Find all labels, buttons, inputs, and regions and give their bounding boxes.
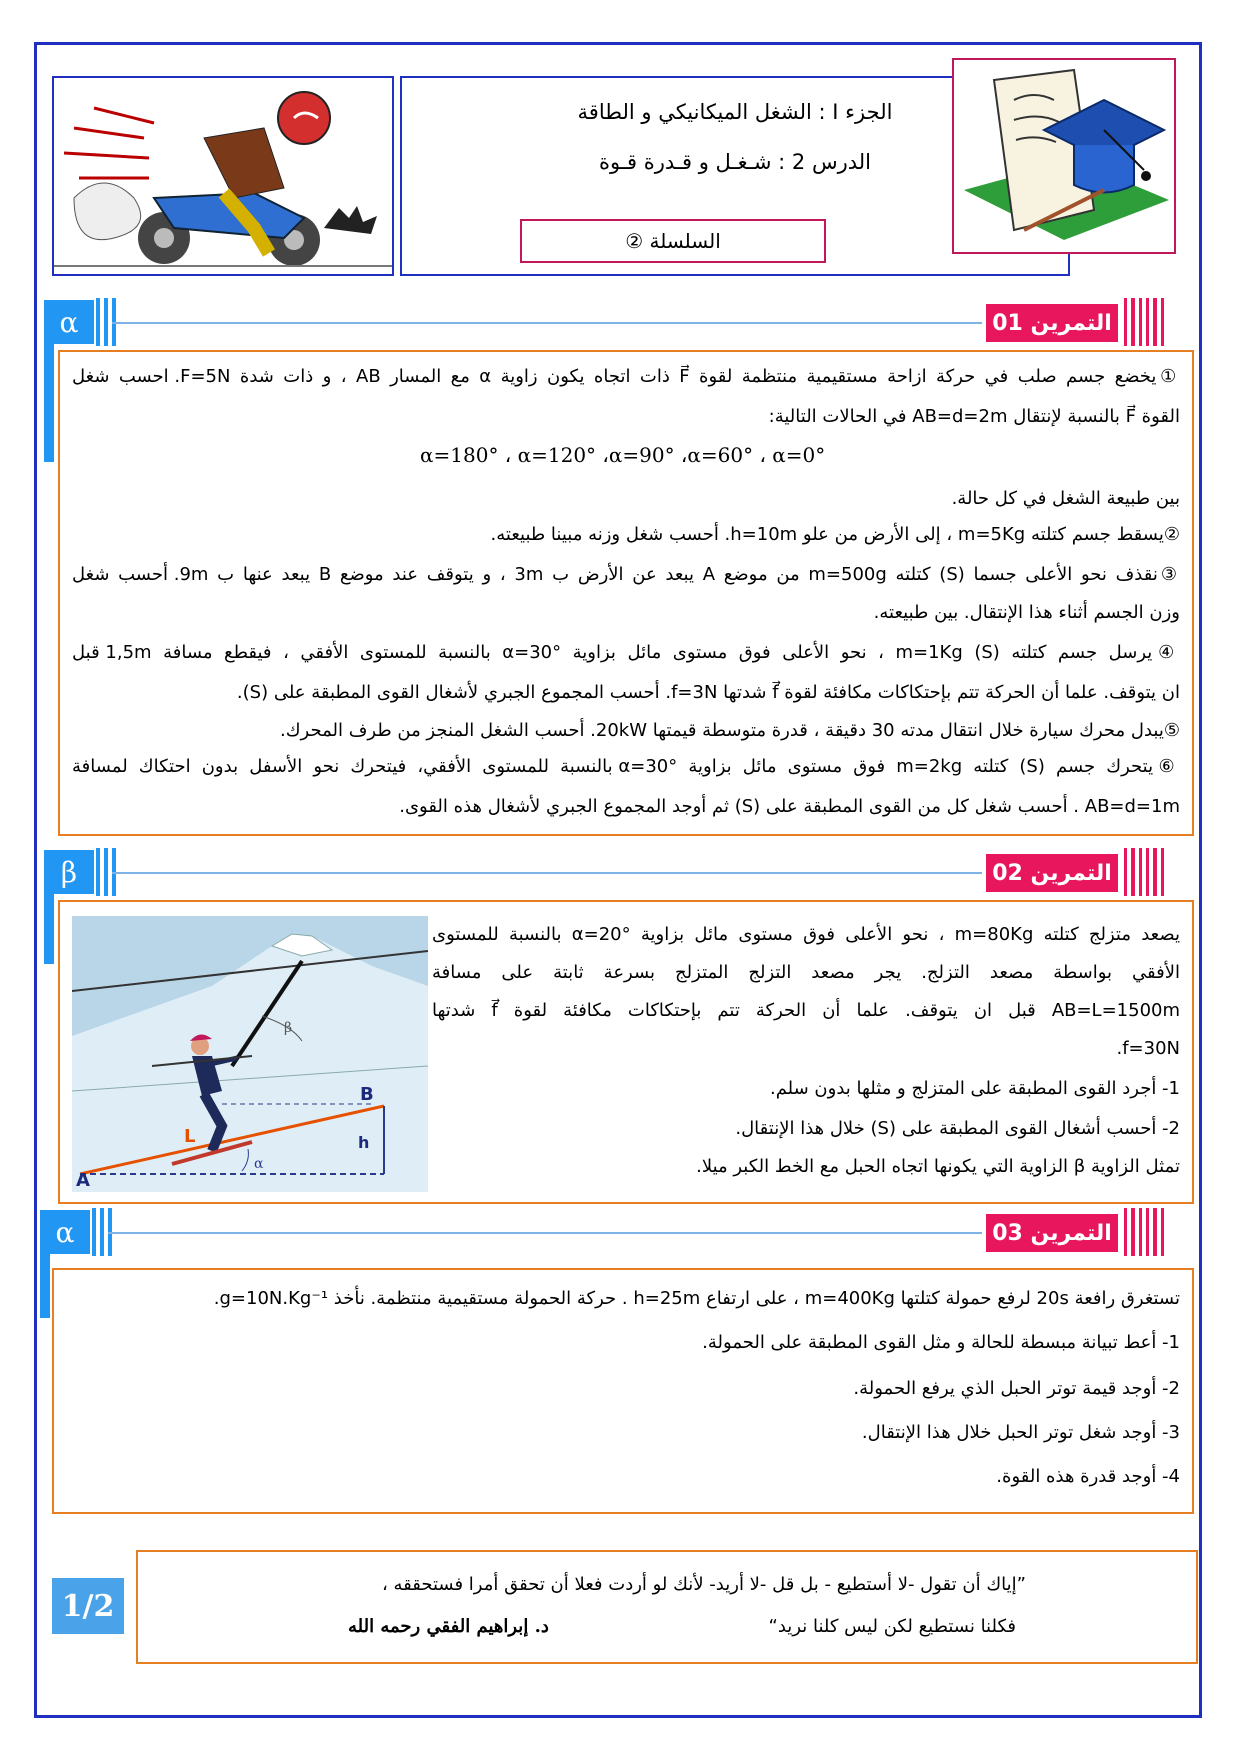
ex3-line-2: 1- أعط تبيانة مبسطة للحالة و مثل القوى المطبقة على الحمولة. xyxy=(702,1332,1180,1353)
ex1-line-12: AB=d=1m . أحسب شغل كل من القوى المطبقة على (S) ثم أوجد المجموع الجبري لأشغال هذه القوى. xyxy=(399,796,1180,817)
series-label: السلسلة ② xyxy=(520,219,826,263)
ex3-line-5: 4- أوجد قدرة هذه القوة. xyxy=(996,1466,1180,1487)
ex1-line-1: ①يخضع جسم صلب في حركة ازاحة مستقيمية منتظمة لقوة F⃗ ذات اتجاه يكون زاوية α مع المسار AB ، و ذات شدة F=5N. احسب شغل xyxy=(72,366,1180,387)
graduation-cap-illustration xyxy=(952,58,1176,254)
ex1-line-11: ⑥يتحرك جسم (S) كتلته m=2kg فوق مستوى مائل بزاوية α=30° بالنسبة للمستوى الأفقي، فيتحرك نحو الأسفل بدون احتكاك لمسافة xyxy=(72,756,1180,777)
exercise-1-greek-tab: α xyxy=(44,300,94,344)
figure-label-beta: β xyxy=(284,1020,293,1036)
exercise-3-title: التمرين 03 xyxy=(986,1214,1118,1252)
quote-line-1: ”إياك أن تقول -لا أستطيع - بل قل -لا أريد- لأنك لو أردت فعلا أن تحقق أمرا فستحققه ، xyxy=(381,1574,1026,1595)
exercise-2-rule xyxy=(112,872,982,874)
exercise-3-content xyxy=(52,1268,1194,1514)
exercise-1-pink-stripes xyxy=(1124,298,1164,346)
exercise-2-greek-tab: β xyxy=(44,850,94,894)
exercise-2-side-bar xyxy=(44,894,54,964)
exercise-1-content xyxy=(58,350,1194,836)
ex2-line-3: AB=L=1500m قبل ان يتوقف. علما أن الحركة تتم بإحتكاكات مكافئة لقوة f⃗ شدتها xyxy=(432,1000,1181,1021)
ex1-line-8: ④يرسل جسم كتلته (S) m=1Kg ، نحو الأعلى فوق مستوى مائل بزاوية α=30° بالنسبة للمستوى الأفقي ، فيقطع مسافة 1,5m قبل xyxy=(72,642,1181,663)
exercise-2-title: التمرين 02 xyxy=(986,854,1118,892)
ex1-line-2: القوة F⃗ بالنسبة لإنتقال AB=d=2m في الحالات التالية: xyxy=(768,406,1180,427)
ex3-line-3: 2- أوجد قيمة توتر الحبل الذي يرفع الحمولة. xyxy=(853,1378,1180,1399)
figure-label-b: B xyxy=(360,1084,374,1105)
part-title: الجزء I : الشغل الميكانيكي و الطاقة xyxy=(577,100,893,124)
ex1-line-5: ②يسقط جسم كتلته m=5Kg ، إلى الأرض من علو h=10m. أحسب شغل وزنه مبينا طبيعته. xyxy=(490,524,1180,545)
figure-label-a: A xyxy=(76,1170,90,1191)
exercise-3-side-bar xyxy=(40,1254,50,1318)
ex2-line-6: 2- أحسب أشغال القوى المطبقة على (S) خلال هذا الإنتقال. xyxy=(735,1118,1180,1139)
ex2-line-5: 1- أجرد القوى المطبقة على المتزلج و مثلها بدون سلم. xyxy=(769,1078,1180,1099)
ex2-line-1: يصعد متزلج كتلته m=80Kg ، نحو الأعلى فوق مستوى مائل بزاوية α=20° بالنسبة للمستوى xyxy=(432,924,1180,945)
quote-author: د. إبراهيم الفقي رحمه الله xyxy=(348,1616,549,1637)
quote-line-2: فكلنا نستطيع لكن ليس كلنا نريد“ xyxy=(768,1616,1016,1637)
ex2-line-2: الأفقي بواسطة مصعد التزلج. يجر مصعد التزلج المتزلج بسرعة ثابتة على مسافة xyxy=(432,962,1180,983)
exercise-3-pink-stripes xyxy=(1124,1208,1164,1256)
exercise-3-rule xyxy=(108,1232,982,1234)
quote-box xyxy=(136,1550,1198,1664)
figure-label-alpha: α xyxy=(254,1156,264,1172)
exercise-3-greek-tab: α xyxy=(40,1210,90,1254)
ex1-angles: α=180° ، α=120° ،α=90° ،α=60° ، α=0° xyxy=(420,443,826,467)
ex1-line-9: ان يتوقف. علما أن الحركة تتم بإحتكاكات مكافئة لقوة f⃗ شدتها f=3N. أحسب المجموع الجبري لأشغال القوى المطبقة على (S). xyxy=(236,682,1180,703)
lesson-title: الدرس 2 : شـغـل و قـدرة قـوة xyxy=(598,150,872,174)
ex1-line-10: ⑤يبدل محرك سيارة خلال انتقال مدته 30 دقيقة ، قدرة متوسطة قيمتها 20kW. أحسب الشغل المنجز من طرف المحرك. xyxy=(280,720,1180,741)
motorbike-illustration xyxy=(52,76,394,276)
exercise-1-rule xyxy=(112,322,982,324)
ex3-line-4: 3- أوجد شغل توتر الحبل خلال هذا الإنتقال. xyxy=(861,1422,1180,1443)
ex3-line-1: تستغرق رافعة 20s لرفع حمولة كتلتها m=400Kg ، على ارتفاع h=25m . حركة الحمولة مستقيمية منتظمة. نأخذ g=10N.Kg⁻¹. xyxy=(213,1288,1180,1309)
ex2-line-7: تمثل الزاوية β الزاوية التي يكونها اتجاه الحبل مع الخط الكبر ميلا. xyxy=(696,1156,1180,1177)
ex1-line-4: بين طبيعة الشغل في كل حالة. xyxy=(951,488,1180,509)
exercise-2-content xyxy=(58,900,1194,1204)
ski-lift-figure xyxy=(72,916,428,1192)
exercise-1-side-bar xyxy=(44,344,54,462)
ex1-line-7: وزن الجسم أثناء هذا الإنتقال. بين طبيعته. xyxy=(873,602,1180,623)
page-number-badge: 1/2 xyxy=(52,1578,124,1634)
ex2-line-4: f=30N. xyxy=(1116,1038,1180,1059)
exercise-1-title: التمرين 01 xyxy=(986,304,1118,342)
ex1-line-6: ③نقذف نحو الأعلى جسما (S) كتلته m=500g من موضع A يبعد عن الأرض ب 3m ، و يتوقف عند موضع B يبعد عنها ب 9m. أحسب شغل xyxy=(72,564,1181,585)
figure-label-h: h xyxy=(358,1133,370,1152)
figure-label-l: L xyxy=(184,1126,196,1147)
exercise-2-pink-stripes xyxy=(1124,848,1164,896)
